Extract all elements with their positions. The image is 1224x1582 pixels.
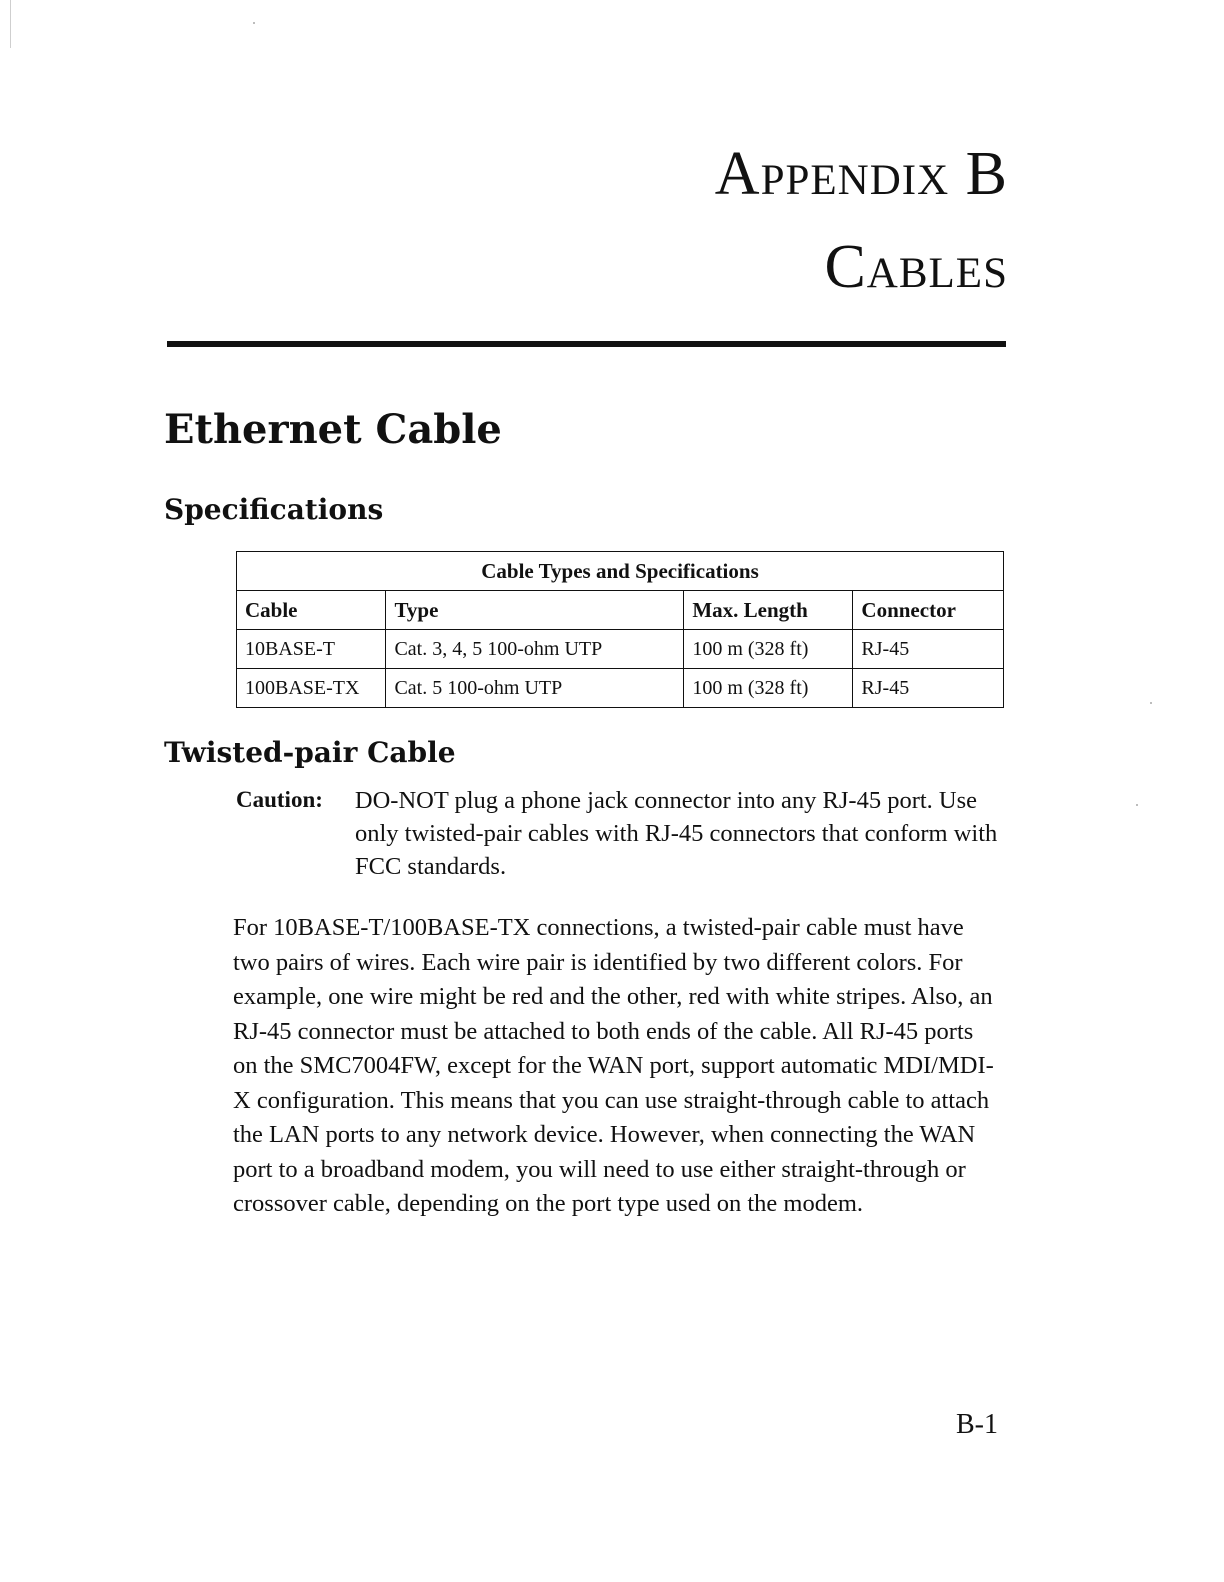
cell-max-length: 100 m (328 ft) bbox=[684, 669, 853, 708]
column-header-connector: Connector bbox=[853, 591, 1004, 630]
cell-type: Cat. 5 100-ohm UTP bbox=[386, 669, 684, 708]
column-header-max-length: Max. Length bbox=[684, 591, 853, 630]
scan-speck bbox=[1136, 804, 1138, 806]
title-divider bbox=[167, 341, 1006, 347]
body-paragraph: For 10BASE-T/100BASE-TX connections, a twisted-pair cable must have two pairs of wires. Each wire pair is identified by two different colors. For example, one wire might be red and the other, red with white stripes. Also, an RJ-45 connector must be attached to both ends of the cable. All RJ-45 ports on the SMC7004FW, except for the WAN port, support automatic MDI/MDI-X configuration. This means that you can use straight-through cable to attach the LAN ports to any network device. However, when connecting the WAN port to a broadband modem, you will need to use either straight-through or crossover cable, depending on the port type used on the modem. bbox=[233, 914, 994, 1217]
cell-connector: RJ-45 bbox=[853, 669, 1004, 708]
table-row bbox=[237, 630, 1004, 669]
appendix-title: Appendix B bbox=[714, 140, 1008, 208]
page-number: B-1 bbox=[956, 1409, 998, 1440]
cell-type: Cat. 3, 4, 5 100-ohm UTP bbox=[386, 630, 684, 669]
column-header-cable: Cable bbox=[237, 591, 386, 630]
cell-max-length: 100 m (328 ft) bbox=[684, 630, 853, 669]
section-title: Ethernet Cable bbox=[164, 406, 502, 453]
cell-cable: 100BASE-TX bbox=[237, 669, 386, 708]
cell-connector: RJ-45 bbox=[853, 630, 1004, 669]
caution-text: DO-NOT plug a phone jack connector into any RJ-45 port. Use only twisted-pair cables with RJ-45 connectors that conform with FCC standards. bbox=[354, 787, 998, 880]
scan-speck bbox=[253, 22, 255, 24]
table-caption: Cable Types and Specifications bbox=[237, 552, 1004, 591]
specifications-heading: Specifications bbox=[164, 493, 384, 526]
column-header-type: Type bbox=[386, 591, 684, 630]
cell-cable: 10BASE-T bbox=[237, 630, 386, 669]
table-row bbox=[237, 669, 1004, 708]
table-caption-row bbox=[237, 552, 1004, 591]
cable-spec-table bbox=[236, 551, 1004, 708]
chapter-title: Cables bbox=[824, 233, 1008, 301]
scan-speck bbox=[1150, 702, 1152, 704]
scan-edge-mark bbox=[10, 0, 11, 48]
table-header-row bbox=[237, 591, 1004, 630]
twisted-pair-heading: Twisted-pair Cable bbox=[164, 736, 456, 769]
caution-label: Caution: bbox=[236, 787, 323, 812]
